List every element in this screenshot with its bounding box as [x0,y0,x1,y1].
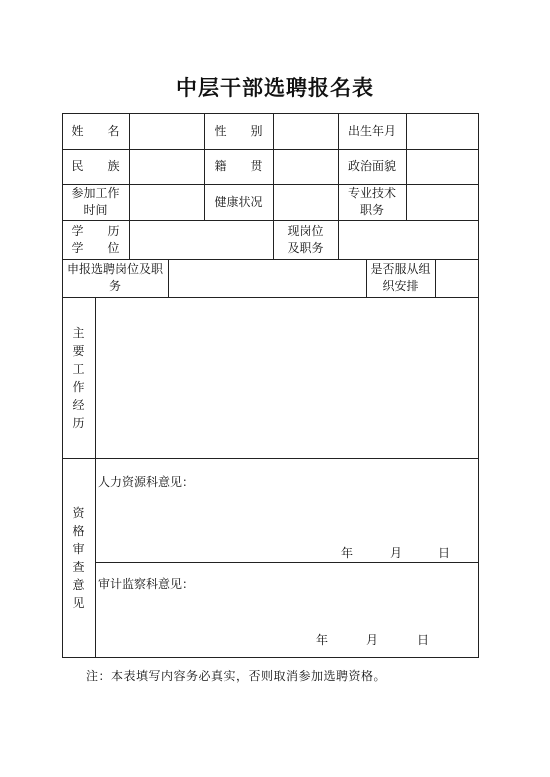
obey-assignment-label [366,259,435,297]
health-label: 健康状况 [214,194,263,209]
form-title: 中层干部选聘报名表 [176,75,374,100]
col-divider [129,113,130,220]
obey-assignment-label-line1: 是否服从组 [370,262,431,276]
applied-post-label: 申报选聘岗位及职务 [66,262,163,293]
qualification-review-label [62,458,95,657]
qualification-review-char: 格 [72,523,85,538]
work-history-char: 历 [72,415,85,430]
current-post-label-line2: 及职务 [287,240,324,255]
birth-date-label: 出生年月 [347,123,396,138]
hr-opinion-label: 人力资源科意见： [98,475,195,489]
row-divider [62,458,478,459]
professional-title-label [338,184,406,220]
audit-opinion-label: 审计监察科意见： [98,577,195,591]
work-history-char: 主 [72,325,85,340]
col-divider [435,259,436,297]
education-degree-label [62,220,129,259]
political-status-label: 政治面貌 [347,159,396,173]
work-history-label [62,297,95,458]
professional-title-label-line1: 专业技术 [347,186,396,200]
qualification-review-char: 意 [72,577,85,592]
row-divider [95,562,478,563]
work-history-char: 作 [72,379,85,394]
ethnicity-label: 民 族 [71,159,120,173]
work-history-char: 工 [72,361,85,376]
audit-opinion-month-label: 月 [365,632,378,647]
audit-opinion-day-label: 日 [416,632,429,647]
gender-label: 性 别 [214,123,263,138]
work-history-char: 经 [72,397,85,412]
qualification-review-char: 查 [72,559,85,574]
obey-assignment-label-line2: 织安排 [382,279,419,293]
col-divider [95,297,96,657]
name-label: 姓 名 [71,123,120,138]
table-border-bottom [62,657,479,658]
work-start-date-label [62,184,129,220]
col-divider [406,113,407,220]
current-post-label [273,220,338,259]
qualification-review-char: 资 [72,505,85,520]
work-start-date-label-line1: 参加工作 [71,186,120,200]
qualification-review-char: 审 [72,541,85,556]
work-start-date-label-line2: 时间 [83,203,108,217]
professional-title-label-line2: 职务 [359,203,384,217]
hr-opinion-year-label: 年 [340,545,353,560]
audit-opinion-year-label: 年 [315,632,328,647]
current-post-label-line1: 现岗位 [287,223,324,238]
col-divider [273,113,274,220]
footnote: 注：本表填写内容务必真实，否则取消参加选聘资格。 [86,669,387,683]
col-divider [338,220,339,259]
table-border-right [478,113,479,658]
education-label: 学 历 [71,223,120,238]
hr-opinion-day-label: 日 [437,545,450,560]
row-divider [62,297,478,298]
hr-opinion-month-label: 月 [389,545,402,560]
native-place-label: 籍 贯 [214,159,263,173]
qualification-review-char: 见 [72,595,85,610]
col-divider [129,220,130,259]
work-history-char: 要 [72,343,85,358]
col-divider [168,259,169,297]
degree-label: 学 位 [71,240,120,255]
